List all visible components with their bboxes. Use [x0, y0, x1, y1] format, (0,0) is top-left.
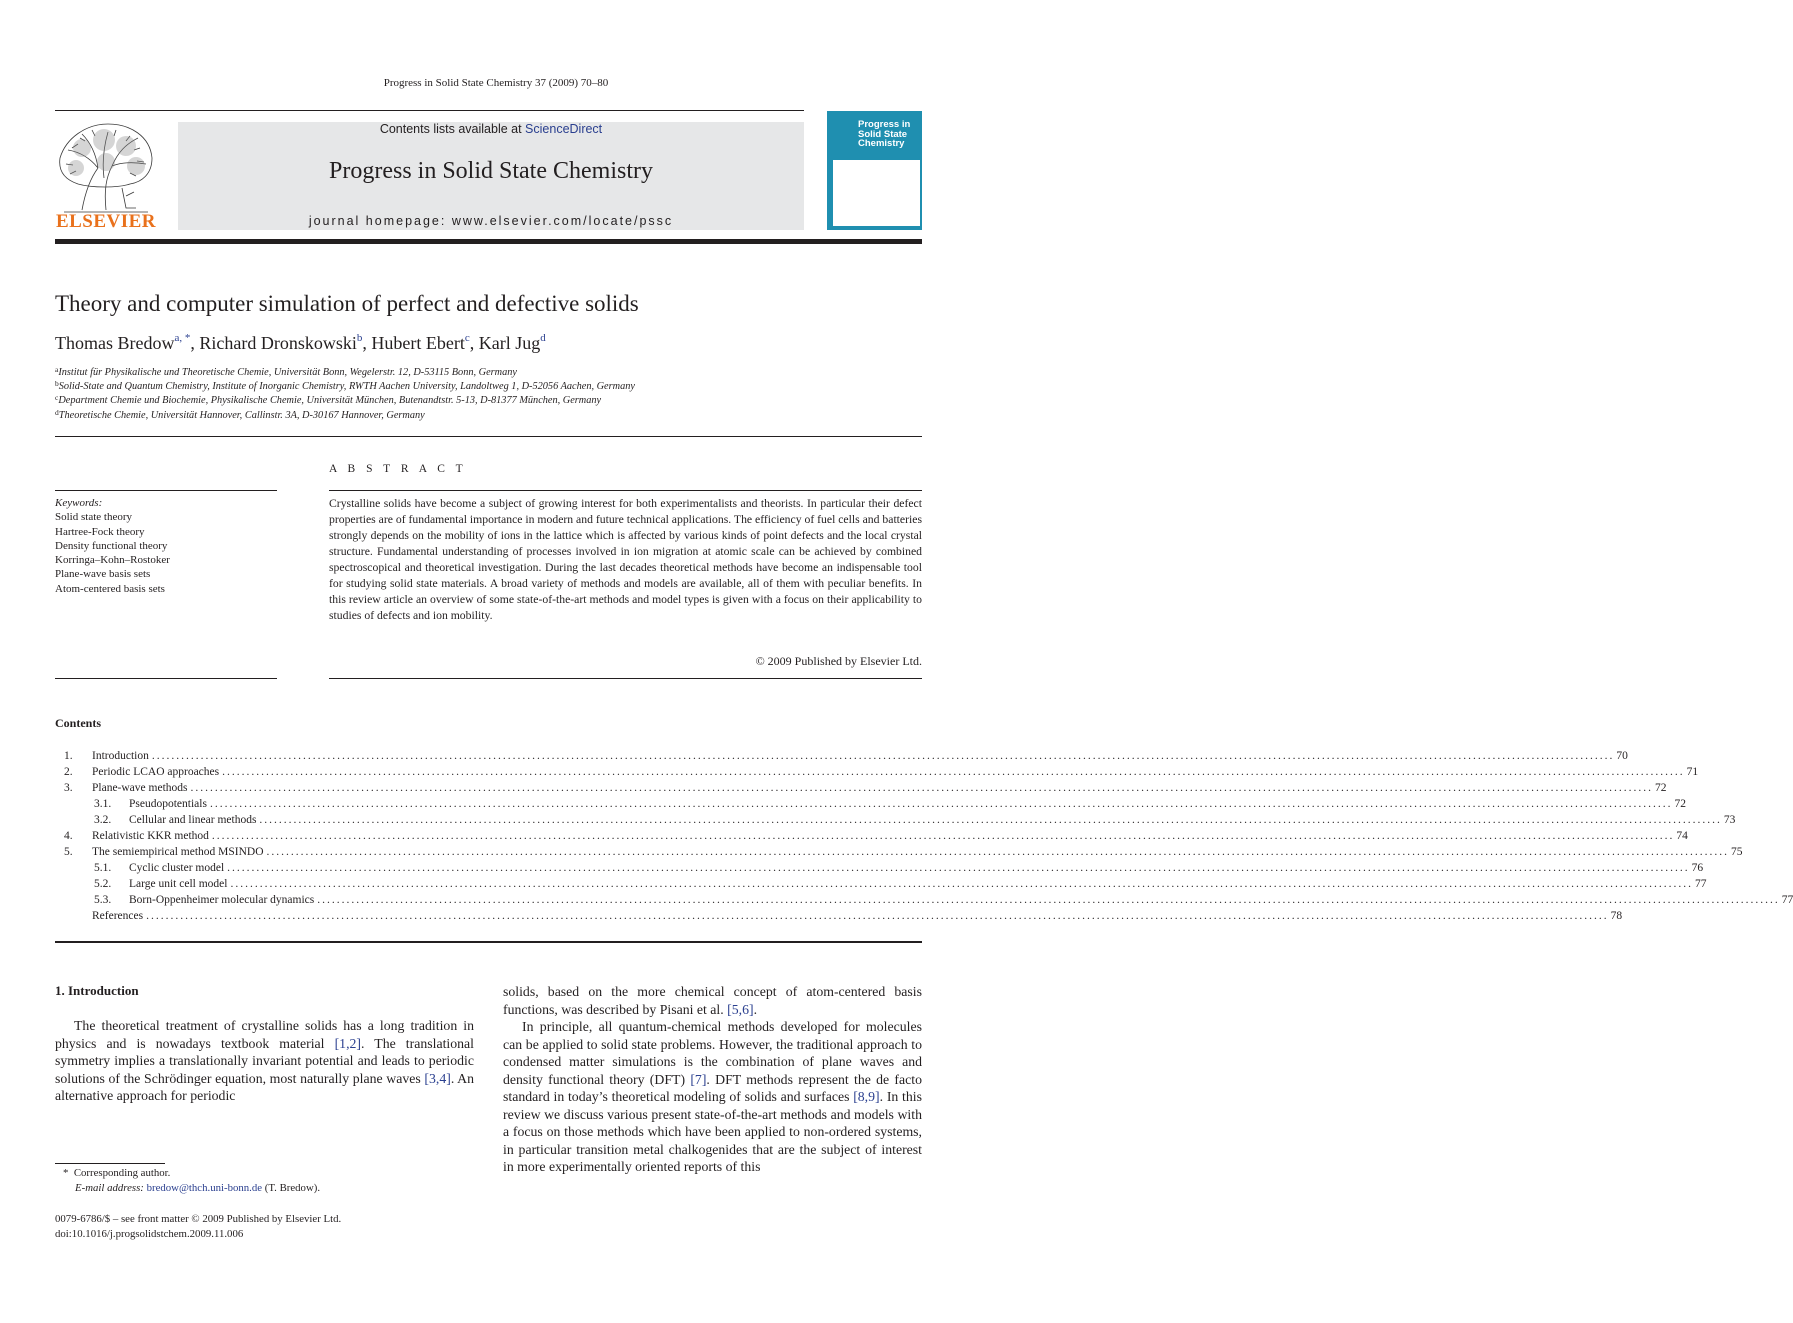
abstract-heading: A B S T R A C T — [329, 463, 467, 475]
toc-entry[interactable] — [55, 748, 1628, 764]
contents-heading: Contents — [55, 716, 102, 730]
toc-entry-title: The semiempirical method MSINDO — [92, 844, 267, 860]
paragraph-text: . The translational symmetry implies a translationally invariant potential and leads to periodic solutions of the Schrödinger equation, most naturally plane waves — [55, 1035, 474, 1086]
toc-entry-page: 73 — [1723, 814, 1736, 826]
toc-leader-dots: ............................................................................................................................................................................................................................................................................................................ — [151, 750, 1615, 762]
toc-entry-page: 75 — [1731, 846, 1743, 858]
affiliation-mark: d — [55, 408, 59, 417]
toc-leader-dots: ............................................................................................................................................................................................................................................................................................................ — [209, 798, 1673, 810]
sciencedirect-link[interactable]: ScienceDirect — [525, 122, 603, 136]
toc-entry[interactable] — [55, 796, 1686, 812]
abstract-rule-bottom — [329, 678, 922, 679]
author-affiliation-mark[interactable]: b — [356, 332, 363, 344]
reference-link[interactable]: [7] — [690, 1071, 707, 1087]
toc-entry[interactable] — [55, 764, 1699, 780]
cover-title-line: Progress in — [858, 119, 911, 130]
paragraph-text: . An alternative approach for periodic — [55, 1070, 474, 1103]
body-column-left — [55, 1017, 474, 1105]
affiliation-text: Institut für Physikalische und Theoretische Chemie, Universität Bonn, Wegelerstr. 12, D-53115 Bonn, Germany — [58, 367, 517, 378]
journal-homepage-link[interactable]: journal homepage: www.elsevier.com/locate/pssc — [308, 214, 674, 228]
paragraph-text: The theoretical treatment of crystalline solids has a long tradition in physics and is nowadays textbook material — [55, 1018, 474, 1051]
toc-entry-page: 70 — [1616, 750, 1628, 762]
front-matter — [55, 1212, 474, 1241]
toc-entry[interactable] — [55, 844, 1743, 860]
abstract-text: Crystalline solids have become a subject of growing interest for both experimentalists and theorists. In particular their defect properties are of fundamental importance in modern and future technical applications. The efficiency of fuel cells and batteries strongly depends on the mobility of ions in the lattice which is affected by various kinds of point defects and the local crystal structure. Fundamental understanding of processes involved in ion migration at atomic scale can be achieved by combined spectroscopical and theoretical investigation. During the last decades theoretical methods have become an indispensable tool for studying solid state materials. A broad variety of methods and models are available, all of them with peculiar benefits. In this review article an overview of some state-of-the-art methods and model types is given with a focus on their applicability to studies of defects and ion mobility. — [329, 497, 922, 622]
keyword-item: Korringa–Kohn–Rostoker — [55, 554, 170, 567]
cover-panel — [833, 160, 920, 226]
toc-entry-title: Periodic LCAO approaches — [92, 764, 222, 780]
author-name: Hubert Ebert — [371, 333, 465, 353]
toc-entry-page: 71 — [1686, 766, 1699, 778]
reference-link[interactable]: [1,2] — [334, 1035, 362, 1051]
toc-leader-dots: ............................................................................................................................................................................................................................................................................................................ — [222, 766, 1685, 778]
footnote-line — [55, 1166, 474, 1181]
cover-title — [858, 120, 920, 149]
affiliation-text: Solid-State and Quantum Chemistry, Institute of Inorganic Chemistry, RWTH Aachen University, Landoltweg 1, D-52056 Aachen, Germany — [58, 381, 635, 392]
toc-entry-page: 77 — [1694, 878, 1707, 890]
footnote-rule — [55, 1163, 165, 1164]
toc-entry-page: 72 — [1674, 798, 1686, 810]
header-rule-thick — [55, 239, 922, 244]
toc-leader-dots: ............................................................................................................................................................................................................................................................................................................ — [317, 894, 1780, 906]
contents-prefix: Contents lists available at — [379, 122, 526, 136]
reference-link[interactable]: [3,4] — [424, 1070, 451, 1086]
abstract-rule-top — [329, 490, 922, 491]
paragraph — [503, 983, 922, 1018]
email-link[interactable]: bredow@thch.uni-bonn.de — [146, 1182, 263, 1194]
issn-line: 0079-6786/$ – see front matter © 2009 Published by Elsevier Ltd. — [55, 1213, 342, 1225]
paragraph-text: . In this review we discuss various present state-of-the-art methods and models with a focus on those methods which have been applied to non-ordered systems, in particular transition metal chalkogenides that are the subject of interest in more experimentally oriented reports of this — [503, 1089, 922, 1174]
header-rule-thin — [55, 110, 804, 111]
author-name: Thomas Bredow — [55, 333, 175, 353]
elsevier-wordmark: ELSEVIER — [55, 211, 157, 232]
author-separator: , — [190, 333, 200, 353]
toc-entry-title: Born-Oppenheimer molecular dynamics — [129, 892, 317, 908]
journal-title: Progress in Solid State Chemistry — [329, 158, 653, 184]
toc-entry[interactable] — [55, 892, 1793, 908]
toc-entry-number: 3.2. — [94, 814, 112, 826]
toc-leader-dots: ............................................................................................................................................................................................................................................................................................................ — [259, 814, 1722, 826]
toc-entry[interactable] — [55, 812, 1736, 828]
toc-entry[interactable] — [55, 780, 1667, 796]
affiliation-rule — [55, 436, 922, 437]
toc-entry-number: 5.3. — [94, 894, 112, 906]
toc-entry-number: 5.2. — [94, 878, 112, 890]
toc-entry-page: 77 — [1781, 894, 1793, 906]
toc-entry-number: 5.1. — [94, 862, 112, 874]
toc-entry-number: 5. — [64, 846, 73, 858]
toc-entry[interactable] — [55, 908, 1623, 924]
keyword-item: Hartree-Fock theory — [55, 525, 145, 538]
email-suffix: (T. Bredow). — [264, 1182, 321, 1194]
paragraph-text: . DFT methods represent the de facto standard in today’s theoretical modeling of solids and surfaces — [503, 1071, 922, 1104]
toc-leader-dots: ............................................................................................................................................................................................................................................................................................................ — [227, 862, 1690, 874]
author-name: Richard Dronskowski — [199, 333, 357, 353]
toc-leader-dots: ............................................................................................................................................................................................................................................................................................................ — [190, 782, 1653, 794]
affiliation-mark: a — [55, 365, 59, 374]
toc-entry-page: 76 — [1691, 862, 1704, 874]
toc-entry[interactable] — [55, 876, 1707, 892]
toc-entry-title: Cyclic cluster model — [129, 860, 227, 876]
keyword-item: Solid state theory — [55, 511, 132, 524]
toc-entry-number: 1. — [64, 750, 73, 762]
toc-entry-title: Large unit cell model — [129, 876, 230, 892]
keywords-label: Keywords: — [55, 497, 103, 509]
toc-leader-dots: ............................................................................................................................................................................................................................................................................................................ — [266, 846, 1730, 858]
author-affiliation-mark[interactable]: d — [540, 332, 546, 344]
journal-citation: Progress in Solid State Chemistry 37 (2009) 70–80 — [383, 77, 609, 89]
toc-leader-dots: ............................................................................................................................................................................................................................................................................................................ — [211, 830, 1675, 842]
toc-entry-page: 74 — [1676, 830, 1688, 842]
cover-title-line: Chemistry — [858, 138, 905, 149]
affiliation-mark: c — [55, 393, 59, 402]
body-column-right — [503, 983, 922, 1176]
toc-entry[interactable] — [55, 828, 1688, 844]
article-title: Theory and computer simulation of perfect and defective solids — [55, 291, 639, 316]
paragraph-text: In principle, all quantum-chemical methods developed for molecules can be applied to solid state problems. However, the traditional approach to condensed matter simulations is the combination of plane waves and density functional theory (DFT) — [503, 1019, 922, 1087]
paragraph-text: solids, based on the more chemical concept of atom-centered basis functions, was described by Pisani et al. — [503, 984, 922, 1017]
email-label: E-mail address: — [75, 1182, 144, 1194]
author-list — [55, 332, 546, 354]
toc-entry-title: Pseudopotentials — [129, 796, 210, 812]
footnote-line — [55, 1181, 474, 1196]
reference-link[interactable]: [5,6] — [727, 1001, 754, 1017]
affiliation-mark: b — [55, 379, 59, 388]
footnote-star: * — [63, 1167, 69, 1179]
toc-entry-title: Cellular and linear methods — [129, 812, 259, 828]
toc-entry-title: Relativistic KKR method — [92, 828, 212, 844]
reference-link[interactable]: [8,9] — [853, 1089, 880, 1104]
footnote-corresponding: Corresponding author. — [73, 1167, 171, 1179]
author-separator: , — [469, 333, 479, 353]
toc-entry-page: 78 — [1610, 910, 1623, 922]
affiliation-text: Theoretische Chemie, Universität Hannover, Callinstr. 3A, D-30167 Hannover, Germany — [58, 410, 425, 421]
keyword-item: Plane-wave basis sets — [55, 568, 151, 581]
affiliation-text: Department Chemie und Biochemie, Physikalische Chemie, Universität München, Butenandtstr. 5-13, D-81377 München, Germany — [58, 395, 602, 406]
toc-entry-number: 2. — [64, 766, 73, 778]
contents-rule — [55, 941, 922, 943]
keywords-rule-bottom — [55, 678, 277, 679]
toc-entry-title: References — [92, 908, 146, 924]
contents-availability — [178, 122, 804, 136]
author-separator: , — [362, 333, 372, 353]
affiliation — [55, 365, 517, 378]
toc-entry-number: 4. — [64, 830, 73, 842]
keyword-item: Atom-centered basis sets — [55, 582, 165, 595]
author-name: Karl Jug — [478, 333, 541, 353]
affiliation — [55, 408, 425, 421]
toc-entry-title: Introduction — [92, 748, 152, 764]
author-affiliation-mark[interactable]: a, * — [174, 332, 191, 344]
keywords-rule-top — [55, 490, 277, 491]
paragraph-text: . — [753, 1001, 758, 1017]
doi-line[interactable]: doi:10.1016/j.progsolidstchem.2009.11.006 — [55, 1227, 244, 1240]
keywords-block — [55, 496, 277, 596]
toc-entry[interactable] — [55, 860, 1704, 876]
paragraph — [55, 1017, 474, 1105]
toc-entry-number: 3. — [64, 782, 73, 794]
keyword-item: Density functional theory — [55, 539, 168, 552]
abstract-copyright: © 2009 Published by Elsevier Ltd. — [755, 654, 922, 668]
author-affiliation-mark[interactable]: c — [464, 332, 470, 344]
paragraph — [503, 1018, 922, 1176]
affiliation — [55, 379, 635, 392]
affiliation — [55, 393, 601, 406]
toc-entry-page: 72 — [1655, 782, 1667, 794]
toc-entry-number: 3.1. — [94, 798, 112, 810]
corresponding-author-footnote — [55, 1166, 474, 1196]
cover-title-line: Solid State — [858, 128, 908, 140]
toc-leader-dots: ............................................................................................................................................................................................................................................................................................................ — [230, 878, 1693, 890]
section-heading-introduction: 1. Introduction — [55, 983, 139, 998]
toc-entry-title: Plane-wave methods — [92, 780, 191, 796]
toc-leader-dots: ............................................................................................................................................................................................................................................................................................................ — [146, 910, 1609, 922]
